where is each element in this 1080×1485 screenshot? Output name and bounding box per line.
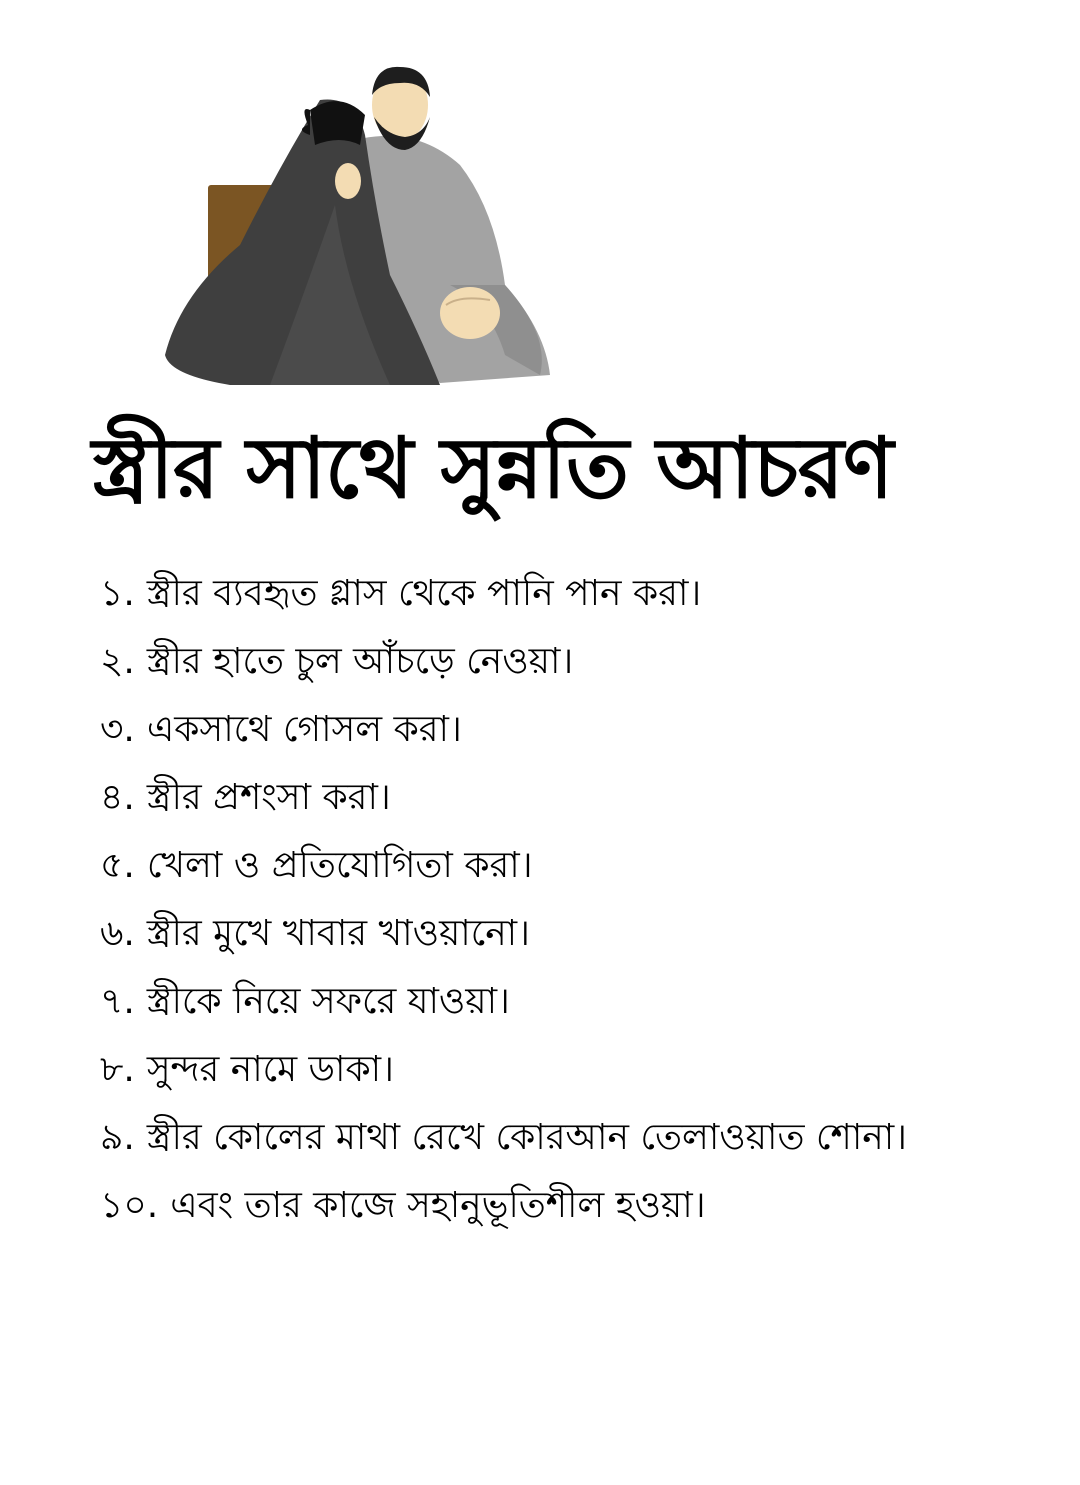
item-number: ২. bbox=[100, 641, 135, 682]
item-text: একসাথে গোসল করা। bbox=[146, 709, 462, 750]
item-text: স্ত্রীকে নিয়ে সফরে যাওয়া। bbox=[146, 981, 510, 1022]
list-item bbox=[100, 832, 1040, 900]
item-text: খেলা ও প্রতিযোগিতা করা। bbox=[146, 845, 533, 886]
item-number: ১০. bbox=[100, 1185, 159, 1226]
item-number: ৬. bbox=[100, 913, 135, 954]
item-number: ৫. bbox=[100, 845, 135, 886]
item-text: স্ত্রীর ব্যবহৃত গ্লাস থেকে পানি পান করা। bbox=[146, 573, 702, 614]
item-text: স্ত্রীর কোলের মাথা রেখে কোরআন তেলাওয়াত শোনা। bbox=[146, 1117, 908, 1158]
item-text: স্ত্রীর হাতে চুল আঁচড়ে নেওয়া। bbox=[146, 641, 574, 682]
item-number: ৪. bbox=[100, 777, 135, 818]
item-number: ৮. bbox=[100, 1049, 135, 1090]
list-item bbox=[100, 1104, 1040, 1172]
list-item bbox=[100, 764, 1040, 832]
couple-sitting-illustration bbox=[150, 55, 570, 395]
list-item bbox=[100, 1036, 1040, 1104]
sunnah-behavior-list bbox=[100, 560, 1040, 1240]
list-item bbox=[100, 1172, 1040, 1240]
page-title: স্ত্রীর সাথে সুন্নতি আচরণ bbox=[92, 419, 893, 517]
item-number: ৯. bbox=[100, 1117, 135, 1158]
item-text: সুন্দর নামে ডাকা। bbox=[146, 1049, 394, 1090]
item-number: ৩. bbox=[100, 709, 135, 750]
couple-sitting-icon bbox=[150, 55, 570, 395]
list-item bbox=[100, 968, 1040, 1036]
list-item bbox=[100, 900, 1040, 968]
list-item bbox=[100, 696, 1040, 764]
item-text: স্ত্রীর প্রশংসা করা। bbox=[146, 777, 391, 818]
list-item bbox=[100, 628, 1040, 696]
item-text: স্ত্রীর মুখে খাবার খাওয়ানো। bbox=[146, 913, 531, 954]
item-text: এবং তার কাজে সহানুভূতিশীল হওয়া। bbox=[170, 1185, 706, 1226]
item-number: ৭. bbox=[100, 981, 135, 1022]
item-number: ১. bbox=[100, 573, 135, 614]
list-item bbox=[100, 560, 1040, 628]
